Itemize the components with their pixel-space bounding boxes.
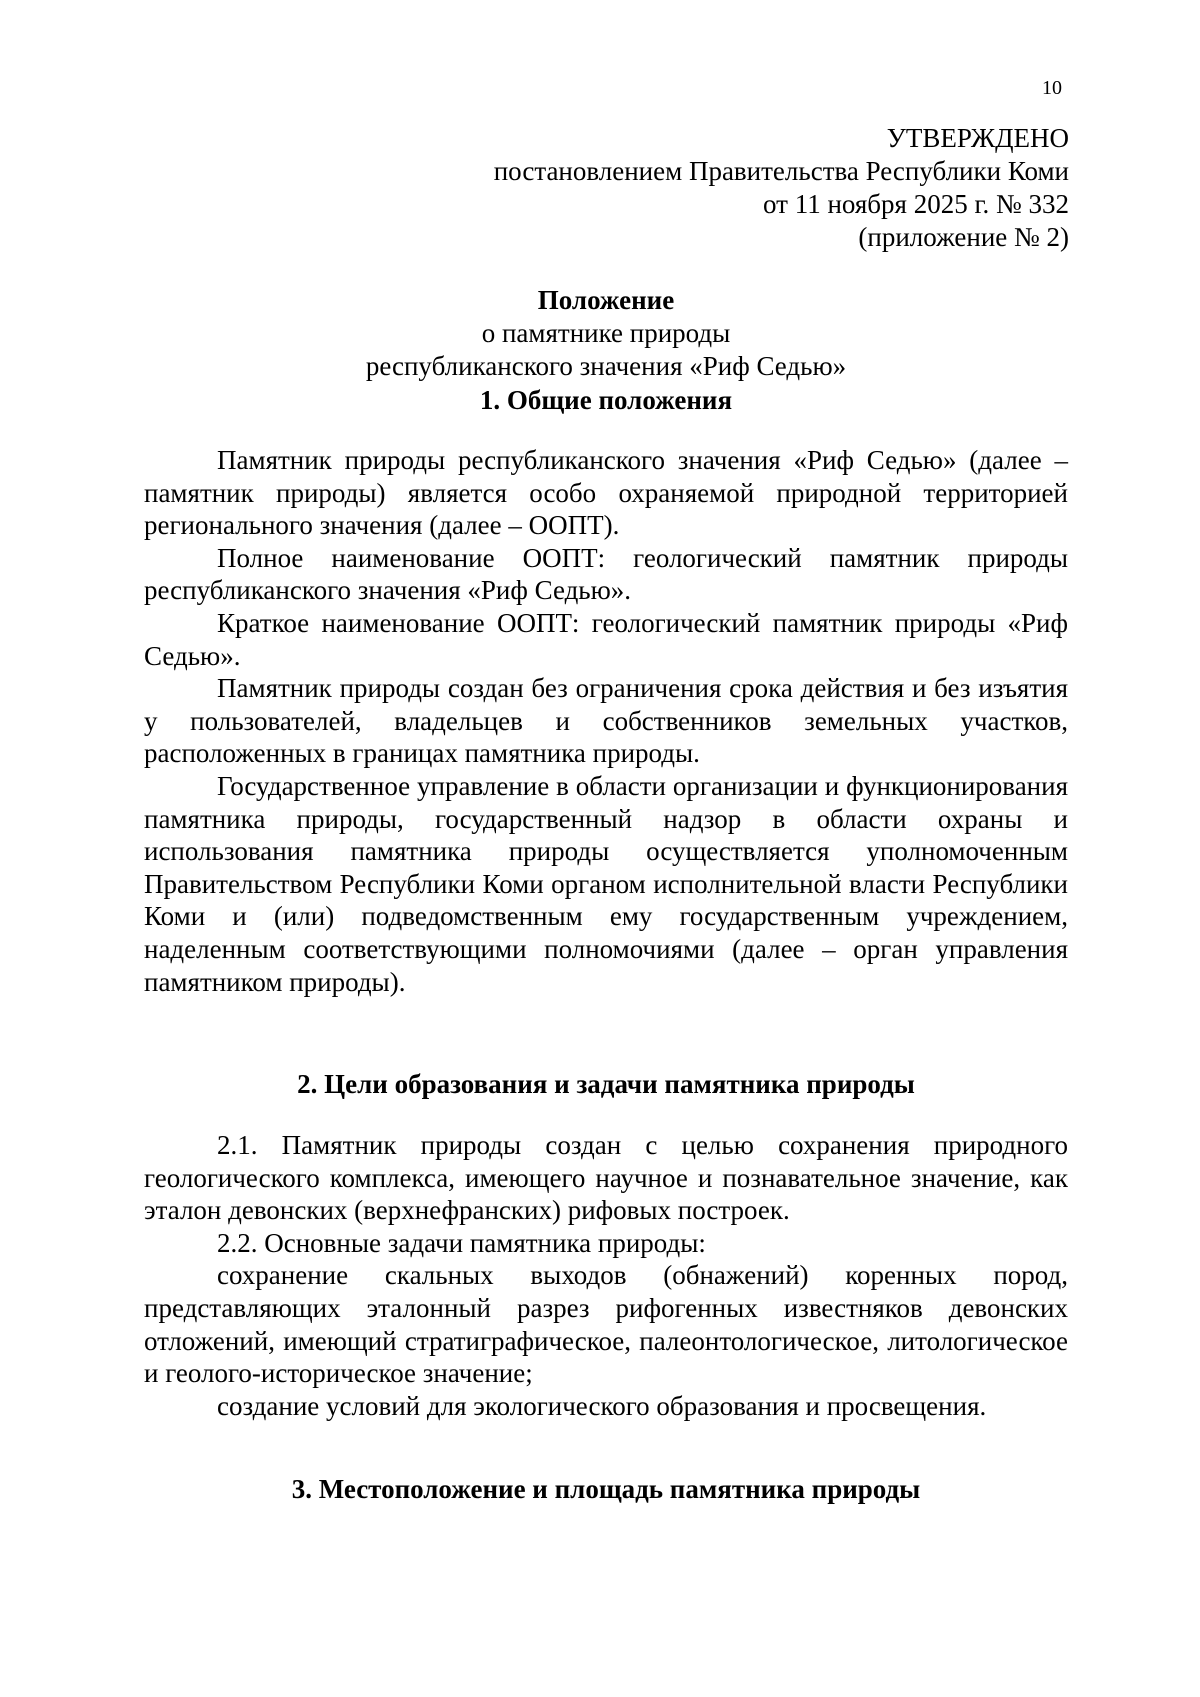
- document-title-heading: Положение: [537, 285, 675, 315]
- document-title-subject: о памятнике природы: [481, 318, 731, 348]
- document-title: [144, 284, 1068, 383]
- approval-issuer: постановлением Правительства Республики Коми: [493, 156, 1069, 186]
- section-1-paragraph: Краткое наименование ООПТ: геологический памятник природы «Риф Седью».: [144, 607, 1068, 671]
- section-2-paragraph: 2.1. Памятник природы создан с целью сохранения природного геологического комплекса, имеющего научное и познавательное значение, как эталон девонских (верхнефранских) рифовых построек.: [144, 1130, 1068, 1226]
- section-1-paragraph: Памятник природы республиканского значения «Риф Седью» (далее – памятник природы) является особо охраняемой природной территорией регионального значения (далее – ООПТ).: [144, 445, 1068, 541]
- approval-date: от 11 ноября 2025 г. № 332: [763, 189, 1069, 219]
- section-2-paragraph: 2.2. Основные задачи памятника природы:: [217, 1227, 706, 1258]
- document-title-object: республиканского значения «Риф Седью»: [365, 351, 847, 381]
- page-number: 10: [1042, 77, 1062, 99]
- section-1-paragraph: Полное наименование ООПТ: геологический памятник природы республиканского значения «Риф Седью».: [144, 542, 1068, 606]
- section-1-heading: 1. Общие положения: [479, 385, 733, 415]
- section-1-paragraph: Памятник природы создан без ограничения срока действия и без изъятия у пользователей, владельцев и собственников земельных участков, расположенных в границах памятника природы.: [144, 673, 1068, 769]
- section-2-paragraph: сохранение скальных выходов (обнажений) коренных пород, представляющих эталонный разрез рифогенных известняков девонских отложений, имеющий стратиграфическое, палеонтологическое, литологическое и геолого-историческое значение;: [144, 1260, 1068, 1389]
- approval-stamp-block: [494, 122, 1069, 254]
- approval-appendix: (приложение № 2): [858, 222, 1069, 252]
- section-2-body: [144, 1129, 1068, 1422]
- section-1-paragraph: Государственное управление в области организации и функционирования памятника природы, государственный надзор в области охраны и использования памятника природы осуществляется уполномоченным Правительством Республики Коми органом исполнительной власти Республики Коми и (или) подведомственным ему государственным учреждением, наделенным соответствующими полномочиями (далее – орган управления памятником природы).: [144, 770, 1068, 997]
- section-2-paragraph: создание условий для экологического образования и просвещения.: [217, 1390, 987, 1421]
- approval-label: УТВЕРЖДЕНО: [886, 123, 1069, 153]
- section-3-heading: 3. Местоположение и площадь памятника природы: [291, 1474, 921, 1504]
- section-1-body: [144, 444, 1068, 998]
- section-2-heading: 2. Цели образования и задачи памятника природы: [297, 1069, 915, 1099]
